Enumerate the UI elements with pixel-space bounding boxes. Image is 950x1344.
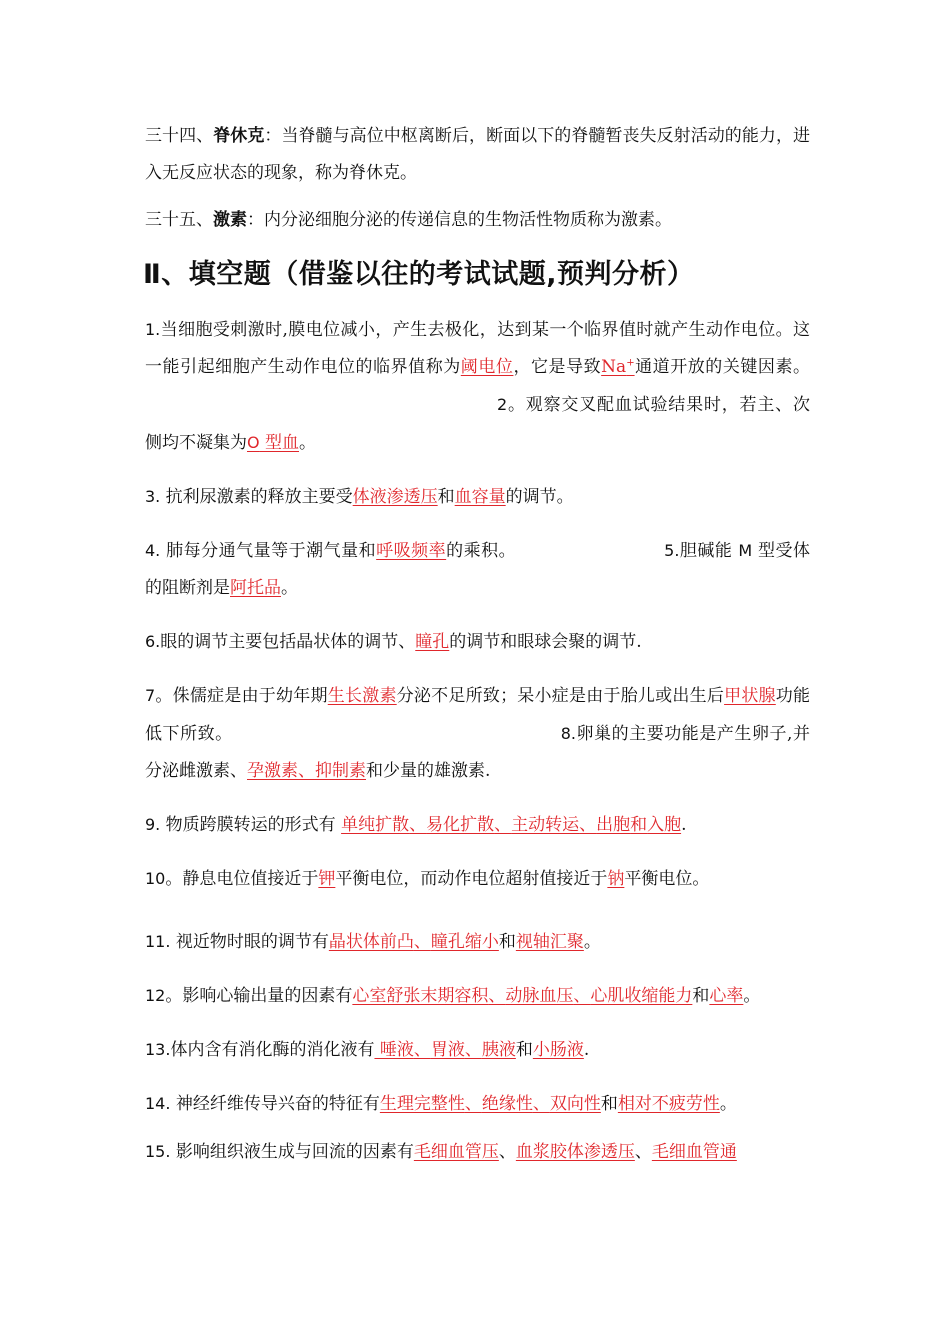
question-12: 12。影响心输出量的因素有心室舒张末期容积、动脉血压、心肌收缩能力和心率。 xyxy=(145,986,761,1006)
answer-blank: 血浆胶体渗透压 xyxy=(515,1142,635,1162)
answer-blank: 胰液 xyxy=(481,1040,516,1060)
question-3: 3. 抗利尿激素的释放主要受体液渗透压和血容量的调节。 xyxy=(145,487,574,507)
answer-blank: 双向性 xyxy=(549,1094,601,1114)
answer-blank: 孕激素 xyxy=(247,761,298,781)
answer-blank: 呼吸频率 xyxy=(376,541,447,561)
answer-blank: 甲状腺 xyxy=(724,686,776,706)
question-7-8: 7。侏儒症是由于幼年期生长激素分泌不足所致；呆小症是由于胎儿或出生后甲状腺功能低下所致。 8.卵巢的主要功能是产生卵子,并分泌雌激素、孕激素、抑制素和少量的雄激素. xyxy=(145,686,811,781)
answer-blank: 动脉血压 xyxy=(505,986,574,1006)
answer-blank: 心肌收缩能力 xyxy=(590,986,693,1006)
answer-blank: 钾 xyxy=(318,869,336,889)
answer-blank: 瞳孔 xyxy=(415,632,450,652)
answer-blank: 阈电位 xyxy=(460,357,514,377)
answer-blank: 易化扩散 xyxy=(426,815,495,835)
answer-blank: 生长激素 xyxy=(327,686,397,706)
defined-term: 激素 xyxy=(213,210,247,230)
answer-blank: 胃液 xyxy=(430,1040,465,1060)
answer-blank: 视轴汇聚 xyxy=(515,932,584,952)
answer-blank: 主动转运 xyxy=(511,815,580,835)
answer-blank: 体液渗透压 xyxy=(352,487,438,507)
answer-blank: 阿托品 xyxy=(230,578,281,598)
question-4-5: 4. 肺每分通气量等于潮气量和呼吸频率的乘积。 5.胆碱能 M 型受体的阻断剂是阿托品。 xyxy=(145,541,811,598)
question-6: 6.眼的调节主要包括晶状体的调节、瞳孔的调节和眼球会聚的调节. xyxy=(145,632,642,652)
answer-blank: 出胞 xyxy=(596,815,631,835)
answer-blank: 绝缘性 xyxy=(481,1094,533,1114)
answer-blank: 钠 xyxy=(607,869,625,889)
answer-blank: 相对不疲劳性 xyxy=(617,1094,720,1114)
answer-blank: 生理完整性 xyxy=(379,1094,465,1114)
question-10: 10。静息电位值接近于钾平衡电位，而动作电位超射值接近于钠平衡电位。 xyxy=(145,869,710,889)
question-9: 9. 物质跨膜转运的形式有 单纯扩散、易化扩散、主动转运、出胞和入胞. xyxy=(145,815,687,835)
answer-blank: 毛细血管通 xyxy=(651,1142,737,1162)
answer-blank: 入胞 xyxy=(647,815,682,835)
answer-blank: 瞳孔缩小 xyxy=(430,932,499,952)
answer-blank: Na+ xyxy=(601,357,635,377)
answer-blank: 心率 xyxy=(709,986,744,1006)
question-11: 11. 视近物时眼的调节有晶状体前凸、瞳孔缩小和视轴汇聚。 xyxy=(145,932,601,952)
answer-blank: 小肠液 xyxy=(532,1040,584,1060)
question-14: 14. 神经纤维传导兴奋的特征有生理完整性、绝缘性、双向性和相对不疲劳性。 xyxy=(145,1094,737,1114)
answer-blank: O 型血 xyxy=(247,433,299,453)
document-content xyxy=(145,118,810,1171)
answer-blank: 抑制素 xyxy=(315,761,366,781)
defined-term: 脊休克 xyxy=(213,126,265,146)
answer-blank: 单纯扩散 xyxy=(341,815,410,835)
question-15: 15. 影响组织液生成与回流的因素有毛细血管压、血浆胶体渗透压、毛细血管通 xyxy=(145,1142,737,1162)
question-13: 13.体内含有消化酶的消化液有 唾液、胃液、胰液和小肠液. xyxy=(145,1040,590,1060)
answer-blank: 晶状体前凸 xyxy=(328,932,414,952)
answer-blank: 血容量 xyxy=(454,487,506,507)
question-1-2: 1.当细胞受刺激时,膜电位减小，产生去极化，达到某一个临界值时就产生动作电位。这一能引起细胞产生动作电位的临界值称为阈电位，它是导致Na+通道开放的关键因素。2。观察交叉配血试验结果时，若主、次侧均不凝集为O 型血。 xyxy=(145,320,811,453)
definition-35: 三十五、激素：内分泌细胞分泌的传递信息的生物活性物质称为激素。 xyxy=(145,210,672,230)
section-heading: Ⅱ、填空题（借鉴以往的考试试题,预判分析） xyxy=(143,259,695,290)
answer-blank: 毛细血管压 xyxy=(413,1142,499,1162)
answer-blank: 心室舒张末期容积 xyxy=(352,986,489,1006)
definition-34: 三十四、脊休克：当脊髓与高位中枢离断后，断面以下的脊髓暂丧失反射活动的能力，进入无反应状态的现象，称为脊休克。 xyxy=(145,126,811,183)
answer-blank: 唾液 xyxy=(374,1040,414,1060)
